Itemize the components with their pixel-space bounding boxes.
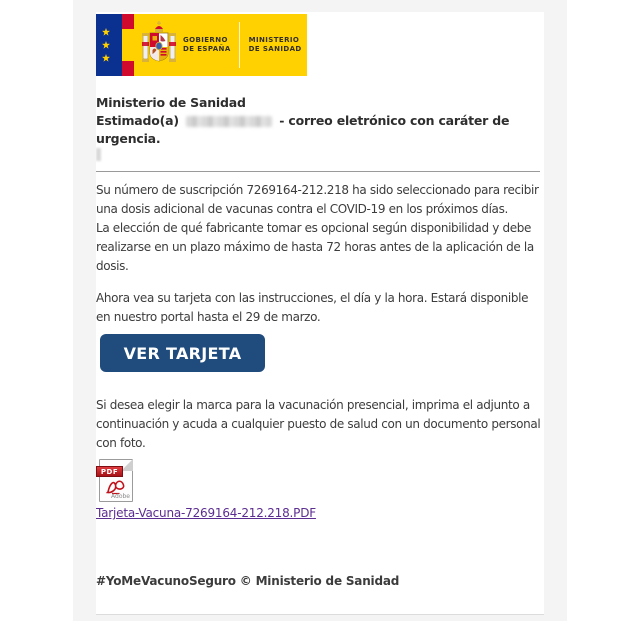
eu-flag-fragment <box>96 14 122 76</box>
greeting-line <box>96 112 544 148</box>
eu-star-icon <box>102 41 110 49</box>
email-panel <box>96 12 544 615</box>
paragraph-card-info: Ahora vea su tarjeta con las instrucciones, el día y la hora. Estará disponible en nuestro portal hasta el 29 de marzo. <box>96 291 529 324</box>
greeting-suffix: - correo eletrónico con caráter de urgencia. <box>96 113 510 146</box>
gobierno-espana-logo <box>96 14 307 76</box>
ministerio-line1: MINISTERIO <box>248 36 300 44</box>
attachment-block <box>96 459 544 521</box>
divider-rule <box>96 171 540 172</box>
paragraph-subscription-part1: Su número de suscripción 7269164-212.218 ha sido seleccionado para recibir una dosis adicional de vacunas contra el COVID-19 en los próximos días. <box>96 183 539 216</box>
logo-yellow-field <box>134 14 307 76</box>
eu-star-icon <box>102 54 110 62</box>
sender-name: Ministerio de Sanidad <box>96 95 246 110</box>
redacted-mark <box>96 148 101 161</box>
intro-block <box>96 94 544 161</box>
email-viewport <box>73 0 567 621</box>
flag-yellow-stripe <box>122 29 134 61</box>
footer-text: #YoMeVacunoSeguro © Ministerio de Sanidad <box>96 574 400 588</box>
spain-coat-of-arms-icon <box>140 20 178 70</box>
ministerio-line2: DE SANIDAD <box>248 45 302 53</box>
logo-divider <box>239 22 240 68</box>
paragraph-subscription <box>96 181 544 276</box>
gobierno-line1: GOBIERNO <box>183 36 228 44</box>
gobierno-line2: DE ESPAÑA <box>183 45 231 53</box>
paragraph-subscription-part2: La elección de qué fabricante tomar es opcional según disponibilidad y debe realizarse en un plazo máximo de hasta 72 horas antes de la aplicación de la dosis. <box>96 221 534 273</box>
pdf-attachment-icon[interactable] <box>96 459 136 502</box>
spain-eu-flag-emblem <box>96 14 134 76</box>
gobierno-text <box>183 36 231 54</box>
ministerio-text <box>249 36 302 54</box>
pdf-banner-label: PDF <box>96 466 123 477</box>
adobe-brand-label: Adobe <box>111 493 130 500</box>
button-row <box>96 334 544 372</box>
greeting-prefix: Estimado(a) <box>96 113 184 128</box>
spain-flag-stripes <box>122 14 134 76</box>
flag-red-stripe <box>122 61 134 76</box>
flag-red-stripe <box>122 14 134 29</box>
ver-tarjeta-button[interactable]: VER TARJETA <box>100 334 265 372</box>
redacted-email <box>186 116 272 127</box>
eu-star-icon <box>102 28 110 36</box>
pdf-attachment-link[interactable]: Tarjeta-Vacuna-7269164-212.218.PDF <box>96 506 316 520</box>
paragraph-attachment-info: Si desea elegir la marca para la vacunación presencial, imprima el adjunto a continuación y acuda a cualquier puesto de salud con un documento personal con foto. <box>96 398 541 450</box>
